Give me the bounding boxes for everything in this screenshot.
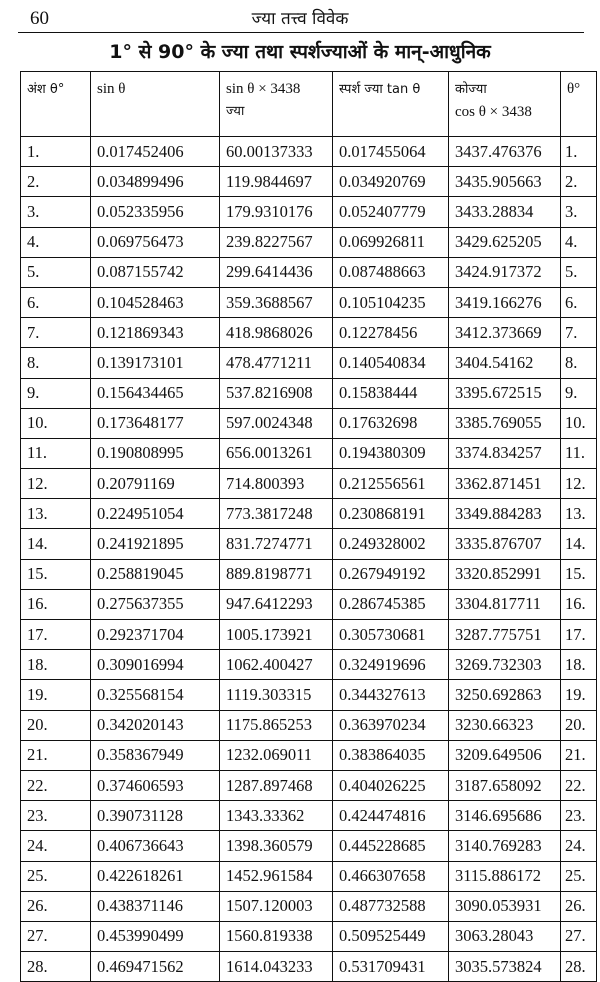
tan-cell: 0.424474816	[333, 801, 449, 831]
cos-cell: 3250.692863	[449, 680, 561, 710]
jya-cell: 1232.069011	[220, 740, 333, 770]
jya-cell: 537.8216908	[220, 378, 333, 408]
sin-cell: 0.052335956	[91, 197, 220, 227]
table-row	[21, 137, 597, 167]
degree-cell: 15.	[21, 559, 91, 589]
theta-cell: 28.	[561, 952, 597, 982]
degree-cell: 23.	[21, 801, 91, 831]
cos-cell: 3140.769283	[449, 831, 561, 861]
tan-cell: 0.12278456	[333, 318, 449, 348]
sin-cell: 0.017452406	[91, 137, 220, 167]
cos-cell: 3287.775751	[449, 620, 561, 650]
table-row	[21, 680, 597, 710]
theta-cell: 2.	[561, 167, 597, 197]
jya-cell: 889.8198771	[220, 559, 333, 589]
tan-cell: 0.105104235	[333, 287, 449, 317]
degree-cell: 20.	[21, 710, 91, 740]
degree-cell: 13.	[21, 499, 91, 529]
degree-cell: 19.	[21, 680, 91, 710]
tan-cell: 0.069926811	[333, 227, 449, 257]
table-row	[21, 287, 597, 317]
cos-cell: 3385.769055	[449, 408, 561, 438]
jya-cell: 831.7274771	[220, 529, 333, 559]
table-row	[21, 559, 597, 589]
table-row	[21, 921, 597, 951]
theta-cell: 8.	[561, 348, 597, 378]
cos-cell: 3090.053931	[449, 891, 561, 921]
theta-cell: 18.	[561, 650, 597, 680]
theta-cell: 14.	[561, 529, 597, 559]
cos-cell: 3433.28834	[449, 197, 561, 227]
table-body	[21, 137, 597, 982]
jya-cell: 1062.400427	[220, 650, 333, 680]
theta-cell: 1.	[561, 137, 597, 167]
jya-cell: 1507.120003	[220, 891, 333, 921]
degree-cell: 14.	[21, 529, 91, 559]
theta-cell: 13.	[561, 499, 597, 529]
sin-cell: 0.422618261	[91, 861, 220, 891]
theta-cell: 17.	[561, 620, 597, 650]
theta-cell: 3.	[561, 197, 597, 227]
tan-cell: 0.305730681	[333, 620, 449, 650]
table-row	[21, 257, 597, 287]
degree-cell: 27.	[21, 921, 91, 951]
theta-cell: 4.	[561, 227, 597, 257]
theta-cell: 19.	[561, 680, 597, 710]
page-header	[0, 0, 600, 34]
table-row	[21, 529, 597, 559]
jya-cell: 1452.961584	[220, 861, 333, 891]
jya-cell: 773.3817248	[220, 499, 333, 529]
cos-cell: 3230.66323	[449, 710, 561, 740]
sin-cell: 0.121869343	[91, 318, 220, 348]
tan-cell: 0.17632698	[333, 408, 449, 438]
sin-cell: 0.087155742	[91, 257, 220, 287]
tan-cell: 0.034920769	[333, 167, 449, 197]
degree-cell: 16.	[21, 589, 91, 619]
tan-cell: 0.363970234	[333, 710, 449, 740]
degree-cell: 6.	[21, 287, 91, 317]
degree-cell: 28.	[21, 952, 91, 982]
theta-cell: 27.	[561, 921, 597, 951]
table-row	[21, 167, 597, 197]
cos-cell: 3395.672515	[449, 378, 561, 408]
cos-cell: 3412.373669	[449, 318, 561, 348]
tan-cell: 0.324919696	[333, 650, 449, 680]
sin-cell: 0.139173101	[91, 348, 220, 378]
jya-cell: 656.0013261	[220, 438, 333, 468]
table-row	[21, 952, 597, 982]
degree-cell: 25.	[21, 861, 91, 891]
sin-cell: 0.156434465	[91, 378, 220, 408]
jya-cell: 714.800393	[220, 469, 333, 499]
tan-cell: 0.249328002	[333, 529, 449, 559]
table-row	[21, 438, 597, 468]
degree-cell: 1.	[21, 137, 91, 167]
header-jya: sin θ × 3438 ज्या	[220, 72, 333, 137]
degree-cell: 22.	[21, 770, 91, 800]
jya-cell: 119.9844697	[220, 167, 333, 197]
tan-cell: 0.230868191	[333, 499, 449, 529]
degree-cell: 18.	[21, 650, 91, 680]
jya-cell: 1343.33362	[220, 801, 333, 831]
jya-cell: 1398.360579	[220, 831, 333, 861]
theta-cell: 9.	[561, 378, 597, 408]
cos-cell: 3035.573824	[449, 952, 561, 982]
table-row	[21, 831, 597, 861]
theta-cell: 7.	[561, 318, 597, 348]
degree-cell: 2.	[21, 167, 91, 197]
table-title: 1° से 90° के ज्या तथा स्पर्शज्याओं के मान्-आधुनिक	[109, 41, 491, 63]
table-row	[21, 469, 597, 499]
tan-cell: 0.344327613	[333, 680, 449, 710]
cos-cell: 3424.917372	[449, 257, 561, 287]
table-row	[21, 740, 597, 770]
table-row	[21, 861, 597, 891]
theta-cell: 5.	[561, 257, 597, 287]
sin-cell: 0.325568154	[91, 680, 220, 710]
sin-cell: 0.173648177	[91, 408, 220, 438]
degree-cell: 8.	[21, 348, 91, 378]
tan-cell: 0.383864035	[333, 740, 449, 770]
sin-cell: 0.469471562	[91, 952, 220, 982]
sin-cell: 0.20791169	[91, 469, 220, 499]
page-number: 60	[30, 8, 49, 29]
table-row	[21, 801, 597, 831]
sin-cell: 0.309016994	[91, 650, 220, 680]
cos-cell: 3269.732303	[449, 650, 561, 680]
cos-cell: 3419.166276	[449, 287, 561, 317]
cos-cell: 3349.884283	[449, 499, 561, 529]
header-degree: अंश θ°	[21, 72, 91, 137]
jya-cell: 299.6414436	[220, 257, 333, 287]
cos-cell: 3435.905663	[449, 167, 561, 197]
theta-cell: 10.	[561, 408, 597, 438]
cos-cell: 3374.834257	[449, 438, 561, 468]
theta-cell: 24.	[561, 831, 597, 861]
table-row	[21, 589, 597, 619]
cos-cell: 3362.871451	[449, 469, 561, 499]
jya-cell: 947.6412293	[220, 589, 333, 619]
tan-cell: 0.466307658	[333, 861, 449, 891]
theta-cell: 16.	[561, 589, 597, 619]
cos-cell: 3115.886172	[449, 861, 561, 891]
sin-cell: 0.390731128	[91, 801, 220, 831]
tan-cell: 0.15838444	[333, 378, 449, 408]
table-row	[21, 891, 597, 921]
degree-cell: 5.	[21, 257, 91, 287]
degree-cell: 3.	[21, 197, 91, 227]
jya-cell: 1119.303315	[220, 680, 333, 710]
table-row	[21, 318, 597, 348]
theta-cell: 12.	[561, 469, 597, 499]
tan-cell: 0.140540834	[333, 348, 449, 378]
degree-cell: 9.	[21, 378, 91, 408]
cos-cell: 3404.54162	[449, 348, 561, 378]
jya-cell: 60.00137333	[220, 137, 333, 167]
jya-cell: 1175.865253	[220, 710, 333, 740]
table-row	[21, 650, 597, 680]
table-row	[21, 227, 597, 257]
degree-cell: 11.	[21, 438, 91, 468]
theta-cell: 11.	[561, 438, 597, 468]
header-tan: स्पर्श ज्या tan θ	[333, 72, 449, 137]
jya-cell: 478.4771211	[220, 348, 333, 378]
sin-cell: 0.275637355	[91, 589, 220, 619]
tan-cell: 0.404026225	[333, 770, 449, 800]
sin-cell: 0.374606593	[91, 770, 220, 800]
sin-cell: 0.034899496	[91, 167, 220, 197]
degree-cell: 12.	[21, 469, 91, 499]
degree-cell: 4.	[21, 227, 91, 257]
sin-cell: 0.342020143	[91, 710, 220, 740]
jya-cell: 597.0024348	[220, 408, 333, 438]
degree-cell: 10.	[21, 408, 91, 438]
degree-cell: 21.	[21, 740, 91, 770]
theta-cell: 6.	[561, 287, 597, 317]
jya-cell: 1560.819338	[220, 921, 333, 951]
degree-cell: 26.	[21, 891, 91, 921]
jya-cell: 1614.043233	[220, 952, 333, 982]
cos-cell: 3304.817711	[449, 589, 561, 619]
header-cos: कोज्या cos θ × 3438	[449, 72, 561, 137]
jya-cell: 179.9310176	[220, 197, 333, 227]
book-title: ज्या तत्त्व विवेक	[251, 9, 349, 29]
header-row	[21, 72, 597, 137]
degree-cell: 17.	[21, 620, 91, 650]
theta-cell: 20.	[561, 710, 597, 740]
theta-cell: 23.	[561, 801, 597, 831]
tan-cell: 0.212556561	[333, 469, 449, 499]
tan-cell: 0.087488663	[333, 257, 449, 287]
trig-table	[20, 71, 597, 982]
table-row	[21, 348, 597, 378]
sin-cell: 0.292371704	[91, 620, 220, 650]
jya-cell: 1287.897468	[220, 770, 333, 800]
tan-cell: 0.052407779	[333, 197, 449, 227]
theta-cell: 15.	[561, 559, 597, 589]
sin-cell: 0.453990499	[91, 921, 220, 951]
jya-cell: 418.9868026	[220, 318, 333, 348]
jya-cell: 1005.173921	[220, 620, 333, 650]
degree-cell: 24.	[21, 831, 91, 861]
sin-cell: 0.190808995	[91, 438, 220, 468]
table-row	[21, 710, 597, 740]
cos-cell: 3437.476376	[449, 137, 561, 167]
tan-cell: 0.017455064	[333, 137, 449, 167]
cos-cell: 3335.876707	[449, 529, 561, 559]
table-row	[21, 620, 597, 650]
table-row	[21, 770, 597, 800]
sin-cell: 0.104528463	[91, 287, 220, 317]
header-sin: sin θ	[91, 72, 220, 137]
tan-cell: 0.267949192	[333, 559, 449, 589]
table-row	[21, 197, 597, 227]
cos-cell: 3146.695686	[449, 801, 561, 831]
theta-cell: 26.	[561, 891, 597, 921]
sin-cell: 0.406736643	[91, 831, 220, 861]
jya-cell: 359.3688567	[220, 287, 333, 317]
tan-cell: 0.487732588	[333, 891, 449, 921]
theta-cell: 21.	[561, 740, 597, 770]
cos-cell: 3429.625205	[449, 227, 561, 257]
theta-cell: 22.	[561, 770, 597, 800]
tan-cell: 0.509525449	[333, 921, 449, 951]
degree-cell: 7.	[21, 318, 91, 348]
table-row	[21, 378, 597, 408]
table-row	[21, 408, 597, 438]
tan-cell: 0.445228685	[333, 831, 449, 861]
sin-cell: 0.069756473	[91, 227, 220, 257]
table-row	[21, 499, 597, 529]
cos-cell: 3209.649506	[449, 740, 561, 770]
header-rule	[18, 32, 584, 33]
sin-cell: 0.224951054	[91, 499, 220, 529]
header-theta: θ°	[561, 72, 597, 137]
sin-cell: 0.358367949	[91, 740, 220, 770]
tan-cell: 0.531709431	[333, 952, 449, 982]
tan-cell: 0.286745385	[333, 589, 449, 619]
jya-cell: 239.8227567	[220, 227, 333, 257]
theta-cell: 25.	[561, 861, 597, 891]
cos-cell: 3320.852991	[449, 559, 561, 589]
sin-cell: 0.241921895	[91, 529, 220, 559]
tan-cell: 0.194380309	[333, 438, 449, 468]
sin-cell: 0.438371146	[91, 891, 220, 921]
cos-cell: 3063.28043	[449, 921, 561, 951]
cos-cell: 3187.658092	[449, 770, 561, 800]
sin-cell: 0.258819045	[91, 559, 220, 589]
